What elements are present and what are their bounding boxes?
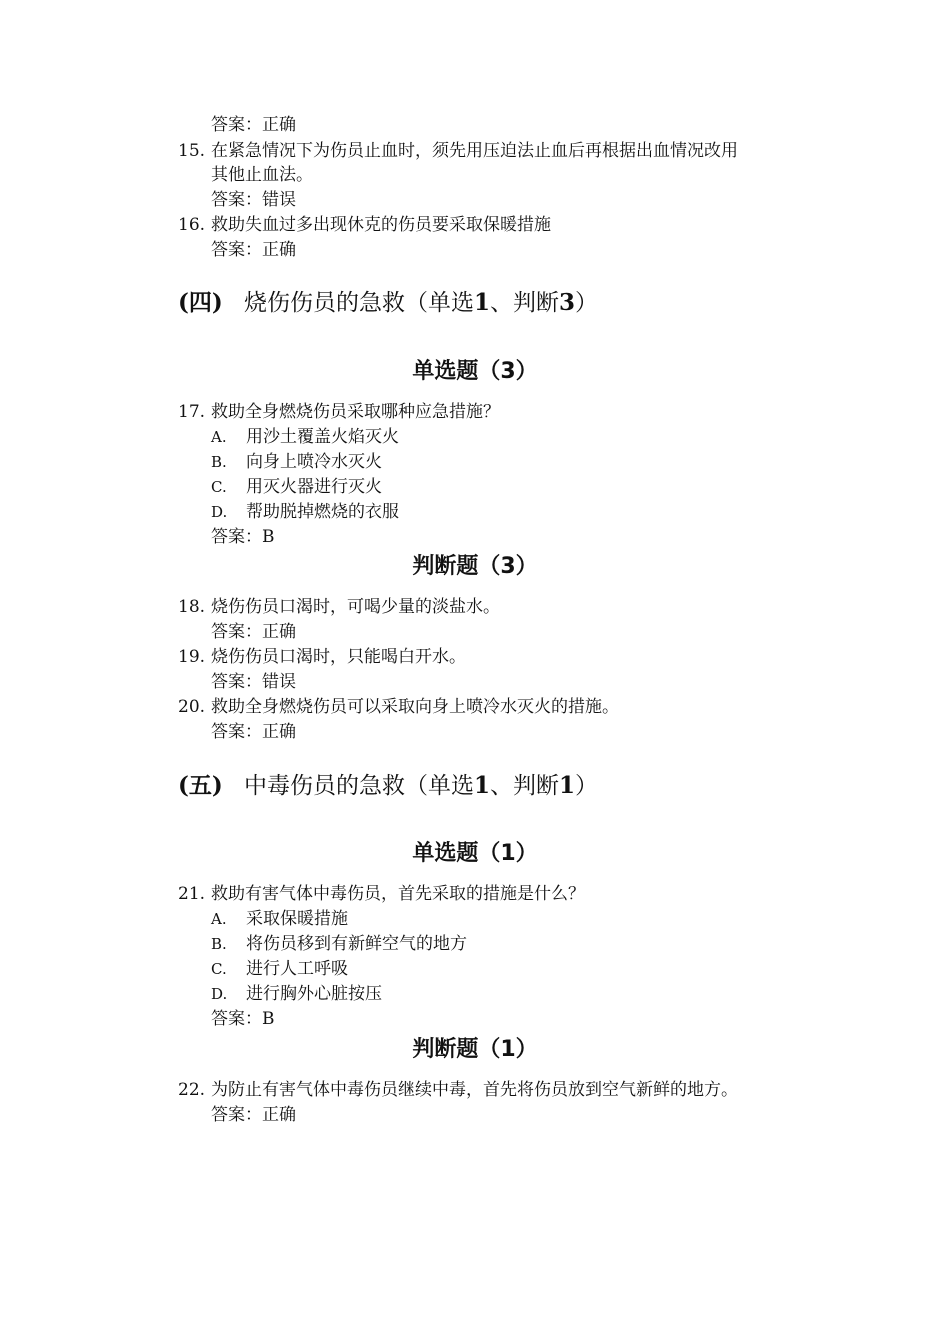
answer-21: 答案：B bbox=[211, 1009, 275, 1029]
subheading-true-false: 判断题（3） bbox=[412, 554, 538, 579]
option-letter: A. bbox=[211, 910, 227, 928]
answer-20: 答案：正确 bbox=[211, 722, 296, 742]
option-letter: B. bbox=[211, 935, 227, 953]
answer-16: 答案：正确 bbox=[211, 240, 296, 260]
subheading-true-false: 判断题（1） bbox=[412, 1037, 538, 1062]
question-text-15: 在紧急情况下为伤员止血时，须先用压迫法止血后再根据出血情况改用 bbox=[211, 141, 738, 161]
option-letter: B. bbox=[211, 453, 227, 471]
question-number-21: 21. bbox=[178, 884, 206, 904]
question-number-15: 15. bbox=[178, 141, 206, 161]
question-text-22: 为防止有害气体中毒伤员继续中毒，首先将伤员放到空气新鲜的地方。 bbox=[211, 1080, 738, 1100]
option-letter: C. bbox=[211, 960, 227, 978]
option-letter: D. bbox=[211, 503, 228, 521]
option-text: 用沙土覆盖火焰灭火 bbox=[246, 427, 399, 447]
section-tag: (四) bbox=[178, 289, 223, 316]
answer-22: 答案：正确 bbox=[211, 1105, 296, 1125]
section-tag: (五) bbox=[178, 772, 223, 799]
question-text-15-cont: 其他止血法。 bbox=[211, 165, 313, 185]
subheading-single-choice: 单选题（1） bbox=[412, 841, 538, 866]
option-text: 向身上喷冷水灭火 bbox=[246, 452, 382, 472]
option-text: 进行人工呼吸 bbox=[246, 959, 348, 979]
question-number-22: 22. bbox=[178, 1080, 206, 1100]
question-number-16: 16. bbox=[178, 215, 206, 235]
question-number-20: 20. bbox=[178, 697, 206, 717]
question-number-17: 17. bbox=[178, 402, 206, 422]
subheading-single-choice: 单选题（3） bbox=[412, 359, 538, 384]
section-heading-4: (四) 烧伤伤员的急救（单选1、判断3） bbox=[178, 289, 599, 316]
question-text-18: 烧伤伤员口渴时，可喝少量的淡盐水。 bbox=[211, 597, 500, 617]
question-text-20: 救助全身燃烧伤员可以采取向身上喷冷水灭火的措施。 bbox=[211, 697, 619, 717]
option-text: 将伤员移到有新鲜空气的地方 bbox=[246, 934, 467, 954]
question-text-19: 烧伤伤员口渴时，只能喝白开水。 bbox=[211, 647, 466, 667]
option-letter: C. bbox=[211, 478, 227, 496]
question-text-17: 救助全身燃烧伤员采取哪种应急措施？ bbox=[211, 402, 500, 422]
option-letter: A. bbox=[211, 428, 227, 446]
option-letter: D. bbox=[211, 985, 228, 1003]
question-text-16: 救助失血过多出现休克的伤员要采取保暖措施 bbox=[211, 215, 551, 235]
option-text: 采取保暖措施 bbox=[246, 909, 348, 929]
section-heading-5: (五) 中毒伤员的急救（单选1、判断1） bbox=[178, 772, 599, 799]
option-text: 帮助脱掉燃烧的衣服 bbox=[246, 502, 399, 522]
answer-18: 答案：正确 bbox=[211, 622, 296, 642]
answer-17: 答案：B bbox=[211, 527, 275, 547]
option-text: 用灭火器进行灭火 bbox=[246, 477, 382, 497]
answer-19: 答案：错误 bbox=[211, 672, 296, 692]
answer-14: 答案：正确 bbox=[211, 115, 296, 135]
option-text: 进行胸外心脏按压 bbox=[246, 984, 382, 1004]
question-number-18: 18. bbox=[178, 597, 206, 617]
question-number-19: 19. bbox=[178, 647, 206, 667]
question-text-21: 救助有害气体中毒伤员，首先采取的措施是什么？ bbox=[211, 884, 585, 904]
answer-15: 答案：错误 bbox=[211, 190, 296, 210]
